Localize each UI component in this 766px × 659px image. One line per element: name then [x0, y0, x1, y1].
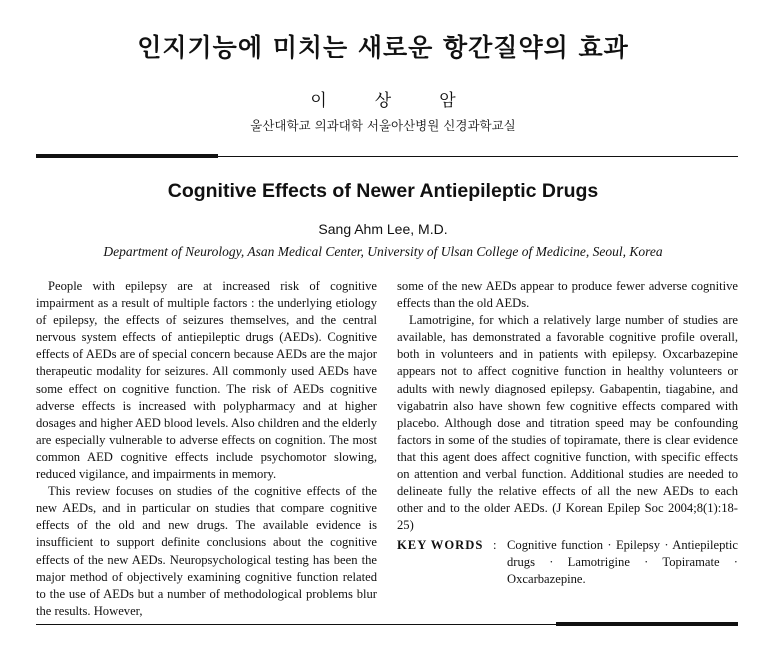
top-thick-rule [36, 154, 218, 158]
korean-title: 인지기능에 미치는 새로운 항간질약의 효과 [137, 33, 629, 62]
abstract-left-column [36, 278, 377, 620]
abstract-paragraph: People with epilepsy are at increased risk of cognitive impairment as a result of multiple factors : the underlying etiology of epilepsy, the effects of seizures themselves, and the central nervous system effects of antiepileptic drugs (AEDs). Cognitive effects of AEDs are of special concern because AEDs are the major therapeutic modality for seizures. All commonly used AEDs have some effect on cognitive function. The risk of AEDs cognitive adverse effects is increased with polypharmacy and at higher dosages and higher AED blood levels. Also children and the elderly are especially vulnerable to adverse effects on cognition. The most common AED cognitive effects include psychomotor slowing, reduced vigilance, and impairments in memory. [36, 279, 378, 482]
bottom-thin-rule [36, 624, 556, 625]
abstract-right-column [397, 278, 738, 534]
keywords-colon: : [493, 538, 497, 552]
english-author: Sang Ahm Lee, M.D. [318, 221, 448, 237]
keywords-label: KEY WORDS [397, 538, 484, 552]
abstract-paragraph-continued: some of the new AEDs appear to produce fewer adverse cognitive effects than the old AEDs. [397, 279, 738, 311]
top-thin-rule [218, 156, 738, 157]
korean-affiliation: 울산대학교 의과대학 서울아산병원 신경과학교실 [250, 118, 516, 133]
abstract-paragraph: This review focuses on studies of the cognitive effects of the new AEDs, and in particular on studies that compare cognitive effects of the old and new drugs. The available evidence is insufficient to support definite conclusions about the cognitive effects of the new AEDs. Neuropsychological testing has been the major method of objectively examining cognitive function related to the use of AEDs but a number of methodological problems blur the results. However, [36, 484, 377, 618]
korean-author-char: 상 [374, 91, 392, 111]
keywords-text: Cognitive function · Epilepsy · Antiepileptic drugs · Lamotrigine · Topiramate · Oxcarbazepine. [507, 538, 738, 587]
english-affiliation: Department of Neurology, Asan Medical Center, University of Ulsan College of Medicine, Seoul, Korea [103, 244, 663, 259]
keywords-block [397, 537, 738, 588]
english-title: Cognitive Effects of Newer Antiepileptic Drugs [167, 180, 599, 202]
korean-author-char: 이 [310, 91, 327, 111]
bottom-thick-rule [556, 622, 738, 626]
korean-author [0, 86, 766, 111]
abstract-paragraph: Lamotrigine, for which a relatively large number of studies are available, has demonstrated a favorable cognitive profile overall, both in volunteers and in patients with epilepsy. Oxcarbazepine appears not to affect cognitive function in healthy volunteers or adults with newly diagnosed epilepsy. Gabapentin, tiagabine, and vigabatrin also have shown few cognitive effects compared with placebo. Although dose and titration speed may be confounding factors in some of the studies of topiramate, there is clear evidence that this agent does affect cognitive function, with specific effects on attention and verbal function. Additional studies are needed to delineate fully the relative effects of all the new AEDs to each other and to the older AEDs. (J Korean Epilep Soc 2004;8(1):18-25) [397, 313, 738, 533]
korean-author-char: 암 [439, 91, 456, 111]
